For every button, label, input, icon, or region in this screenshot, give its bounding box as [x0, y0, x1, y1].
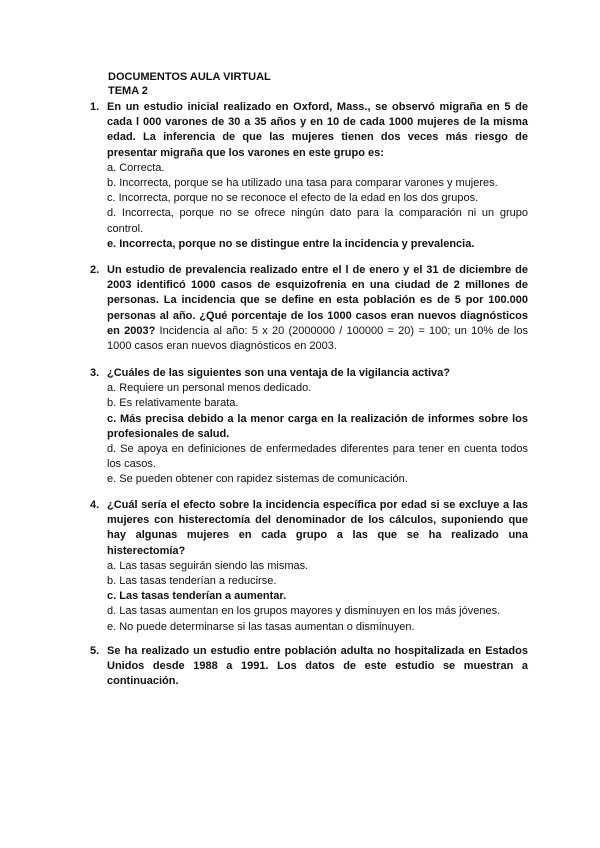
answer-text: Incidencia al año: 5 x 20 (2000000 / 100000 = 20) = 100; un 10% de los 1000 casos eran nuevos diagnósticos en 2003.	[107, 324, 528, 353]
question-stem: ¿Cuál sería el efecto sobre la incidencia específica por edad si se excluye a las mujeres con histerectomía del denominador de los cálculos, suponiendo que hay algunas mujeres en cada grupo a las que se ha realizado una histerectomía?	[107, 499, 528, 557]
option-b: b. Es relativamente barata.	[107, 397, 239, 410]
option-e: e. Se pueden obtener con rapidez sistemas de comunicación.	[107, 473, 408, 486]
option-c-correct: c. Más precisa debido a la menor carga en la realización de informes sobre los profesionales de salud.	[107, 412, 528, 440]
option-d: d. Las tasas aumentan en los grupos mayores y disminuyen en los más jóvenes.	[107, 605, 501, 618]
question-stem-with-answer	[107, 263, 528, 354]
option-c: c. Incorrecta, porque no se reconoce el efecto de la edad en los dos grupos.	[107, 192, 479, 205]
option-b: b. Las tasas tenderían a reducirse.	[107, 575, 277, 588]
question-stem: En un estudio inicial realizado en Oxford, Mass., se observó migraña en 5 de cada l 000 varones de 30 a 35 años y en 10 de cada 1000 mujeres de la misma edad. La inferencia de que las mujeres tienen dos veces más riesgo de presentar migraña que los varones en este grupo es:	[107, 101, 528, 159]
question-number: 3.	[90, 367, 100, 379]
question-number: 4.	[90, 499, 100, 511]
option-e-correct: e. Incorrecta, porque no se distingue entre la incidencia y prevalencia.	[107, 237, 475, 250]
option-a: a. Las tasas seguirán siendo las mismas.	[107, 559, 309, 572]
option-b: b. Incorrecta, porque se ha utilizado una tasa para comparar varones y mujeres.	[107, 177, 498, 190]
option-c-correct: c. Las tasas tenderían a aumentar.	[107, 590, 287, 603]
option-a: a. Requiere un personal menos dedicado.	[107, 382, 312, 395]
option-a: a. Correcta.	[107, 161, 165, 174]
question-2	[90, 263, 528, 354]
question-number: 1.	[90, 101, 100, 113]
option-d: d. Incorrecta, porque no se ofrece ningún dato para la comparación ni un grupo control.	[107, 207, 528, 235]
option-d: d. Se apoya en definiciones de enfermedades diferentes para tener en cuenta todos los casos.	[107, 443, 528, 471]
question-stem: ¿Cuáles de las siguientes son una ventaja de la vigilancia activa?	[107, 367, 450, 379]
question-1	[90, 100, 528, 252]
question-3	[90, 366, 528, 488]
question-stem: Un estudio de prevalencia realizado entre el l de enero y el 31 de diciembre de 2003 identificó 1000 casos de esquizofrenia en una ciudad de 2 millones de personas. La incidencia que se define en esta población es de 5 por 100.000 personas al año. ¿Qué porcentaje de los 1000 casos eran nuevos diagnósticos en 2003?	[107, 264, 528, 337]
document-subtitle: TEMA 2	[108, 85, 148, 97]
document-header	[108, 70, 271, 98]
question-number: 2.	[90, 264, 100, 276]
option-e: e. No puede determinarse si las tasas aumentan o disminuyen.	[107, 620, 415, 633]
document-title: DOCUMENTOS AULA VIRTUAL	[108, 71, 271, 83]
question-5	[90, 644, 528, 690]
question-stem: Se ha realizado un estudio entre población adulta no hospitalizada en Estados Unidos desde 1988 a 1991. Los datos de este estudio se muestran a continuación.	[107, 645, 528, 688]
question-number: 5.	[90, 645, 100, 657]
question-4	[90, 498, 528, 635]
